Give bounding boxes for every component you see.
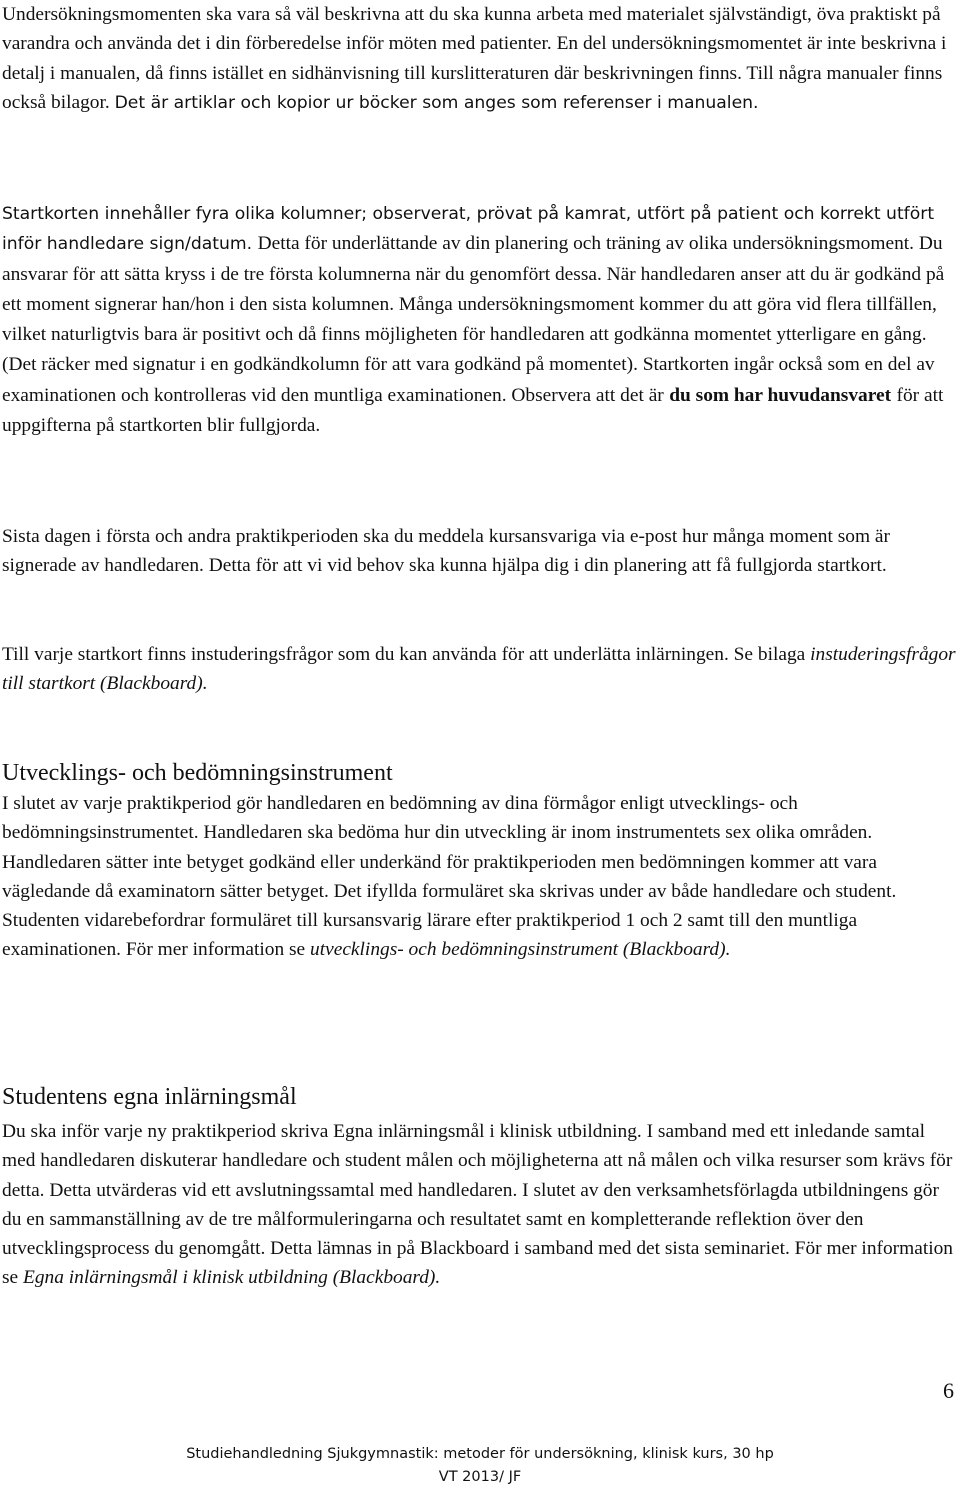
section-body-utvecklingsinstrument [2, 789, 958, 965]
footer-course-title: Studiehandledning Sjukgymnastik: metoder för undersökning, klinisk kurs, 30 hp [186, 1446, 774, 1462]
studiefragor-text: Till varje startkort finns instuderingsfrågor som du kan använda för att underlätta inlärningen. Se bilaga [2, 644, 806, 665]
startkort-text-1: Startkorten innehåller fyra olika kolumner; observerat, prövat på kamrat, utfört på patient och korrekt utfört inför handledare sign/datum. [2, 204, 935, 255]
startkort-paragraph [2, 200, 958, 441]
section-heading-utvecklingsinstrument: Utvecklings- och bedömningsinstrument [2, 760, 393, 786]
utvecklingsinstrument-text: I slutet av varje praktikperiod gör handledaren en bedömning av dina förmågor enligt utvecklings- och bedömningsinstrumentet. Handledaren ska bedöma hur din utveckling är inom instrumentets sex olika områden. Handledaren sätter inte betyget godkänd eller underkänd för praktikperioden men bedömningen kommer att vara vägledande då examinatorn sätter betyget. Det ifyllda formuläret ska skrivas under av både handledare och student. Studenten vidarebefordrar formuläret till kursansvarig lärare efter praktikperiod 1 och 2 samt till den muntliga examinationen. För mer information se [2, 793, 897, 961]
inlarningsmal-reference: Egna inlärningsmål i klinisk utbildning (Blackboard). [23, 1267, 441, 1289]
page-number: 6 [943, 1378, 954, 1403]
intro-paragraph [2, 0, 958, 118]
startkort-text-2: Detta för underlättande av din planering och träning av olika undersökningsmoment. Du ansvarar för att sätta kryss i de tre första kolumnerna när du genomfört dessa. När handledaren anser att du är godkänd på ett moment signerar han/hon i den sista kolumnen. Många undersökningsmoment kommer du att göra vid flera tillfällen, vilket naturligtvis bara är positivt och då finns möjligheten för handledaren att godkänna momentet ytterligare en gång. (Det räcker med signatur i en godkändkolumn för att vara godkänd på momentet). Startkorten ingår också som en del av examinationen och kontrolleras vid den muntliga examinationen. Observera att det är [2, 233, 945, 406]
intro-text-2: Till några manualer finns också bilagor. [2, 62, 943, 113]
intro-text-1: Undersökningsmomenten ska vara så väl beskrivna att du ska kunna arbeta med materialet självständigt, öva praktiskt på varandra och använda det i din förberedelse inför möten med patienter. En del undersökningsmomentet är inte beskrivna i detalj i manualen, då finns istället en sidhänvisning till kurslitteraturen där beskrivningen finns. [2, 4, 947, 84]
startkort-text-3: för att uppgifterna på startkorten blir fullgjorda. [2, 384, 944, 437]
section-body-inlarningsmal [2, 1117, 958, 1293]
startkort-bold-text: du som har huvudansvaret [669, 384, 892, 406]
footer-term: VT 2013/ JF [438, 1469, 522, 1485]
sista-dagen-paragraph: Sista dagen i första och andra praktikperioden ska du meddela kursansvariga via e-post hur många moment som är signerade av handledaren. Detta för att vi vid behov ska kunna hjälpa dig i din planering att få fullgjorda startkort. [2, 526, 890, 577]
utvecklingsinstrument-reference: utvecklings- och bedömningsinstrument (Blackboard). [310, 939, 731, 961]
intro-text-3: Det är artiklar och kopior ur böcker som anges som referenser i manualen. [114, 92, 759, 113]
inlarningsmal-text: Du ska inför varje ny praktikperiod skriva Egna inlärningsmål i klinisk utbildning. I samband med ett inledande samtal med handledaren diskuterar handledare och student målen och möjligheterna att nå målen och vilka resurser som krävs för detta. Detta utvärderas vid ett avslutningssamtal med handledaren. I slutet av den verksamhetsförlagda utbildningens gör du en sammanställning av de tre målformuleringarna och resultatet samt en kompletterande reflektion över den utvecklingsprocess du genomgått. Detta lämnas in på Blackboard i samband med det sista seminariet. För mer information se [2, 1121, 953, 1289]
studiefragor-paragraph [2, 640, 958, 699]
section-heading-inlarningsmal: Studentens egna inlärningsmål [2, 1084, 297, 1110]
studiefragor-reference: instuderingsfrågor till startkort (Blackboard). [2, 644, 956, 695]
